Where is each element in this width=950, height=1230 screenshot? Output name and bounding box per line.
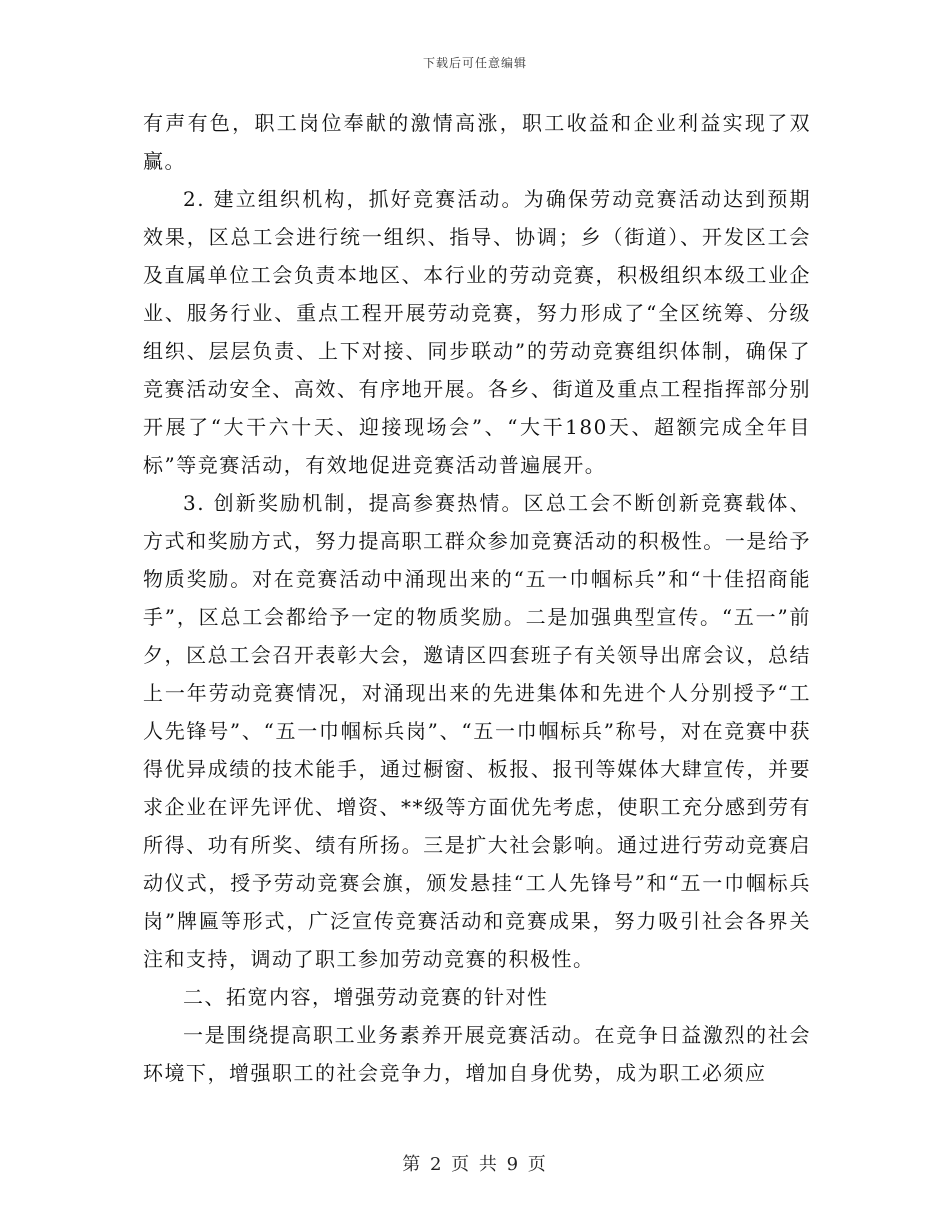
section-heading: 二、拓宽内容，增强劳动竞赛的针对性 bbox=[183, 985, 549, 1009]
document-body bbox=[143, 104, 811, 1092]
page-header: 下载后可任意编辑 bbox=[422, 56, 527, 70]
paragraph-skills: 一是围绕提高职工业务素养开展竞赛活动。在竞争日益激烈的社会环境下，增强职工的社会竞争力，增加自身优势，成为职工必须应 bbox=[143, 1023, 811, 1085]
page-footer: 第 2 页 共 9 页 bbox=[402, 1154, 548, 1175]
paragraph-organization: 2. 建立组织机构，抓好竞赛活动。为确保劳动竞赛活动达到预期效果，区总工会进行统一组织、指导、协调；乡（街道）、开发区工会及直属单位工会负责本地区、本行业的劳动竞赛，积极组织本级工业企业、服务行业、重点工程开展劳动竞赛，努力形成了“全区统筹、分级组织、层层负责、上下对接、同步联动”的劳动竞赛组织体制，确保了竞赛活动安全、高效、有序地开展。各乡、街道及重点工程指挥部分别开展了“大干六十天、迎接现场会”、“大干180天、超额完成全年目标”等竞赛活动，有效地促进竞赛活动普遍展开。 bbox=[143, 187, 811, 477]
paragraph-continuation: 有声有色，职工岗位奉献的激情高涨，职工收益和企业利益实现了双赢。 bbox=[143, 111, 811, 173]
paragraph-rewards: 3. 创新奖励机制，提高参赛热情。区总工会不断创新竞赛载体、方式和奖励方式，努力提高职工群众参加竞赛活动的积极性。一是给予物质奖励。对在竞赛活动中涌现出来的“五一巾帼标兵”和“十佳招商能手”，区总工会都给予一定的物质奖励。二是加强典型宣传。“五一”前夕，区总工会召开表彰大会，邀请区四套班子有关领导出席会议，总结上一年劳动竞赛情况，对涌现出来的先进集体和先进个人分别授予“工人先锋号”、“五一巾帼标兵岗”、“五一巾帼标兵”称号，对在竞赛中获得优异成绩的技术能手，通过橱窗、板报、报刊等媒体大肆宣传，并要求企业在评先评优、增资、**级等方面优先考虑，使职工充分感到劳有所得、功有所奖、绩有所扬。三是扩大社会影响。通过进行劳动竞赛启动仪式，授予劳动竞赛会旗，颁发悬挂“工人先锋号”和“五一巾帼标兵岗”牌匾等形式，广泛宣传竞赛活动和竞赛成果，努力吸引社会各界关注和支持，调动了职工参加劳动竞赛的积极性。 bbox=[143, 491, 811, 971]
